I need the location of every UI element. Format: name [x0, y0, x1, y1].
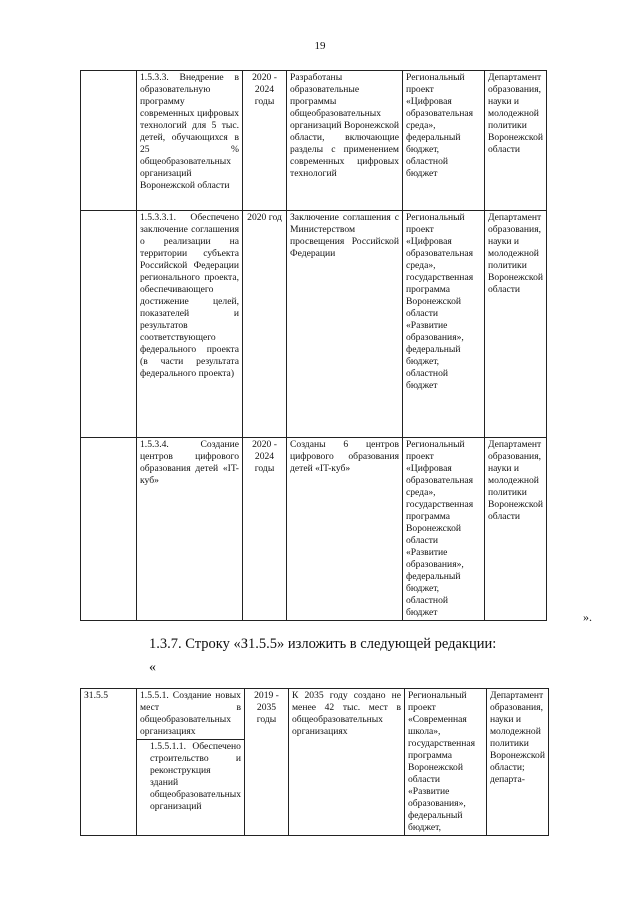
opening-quote: «	[149, 660, 156, 675]
subtask-text: 1.5.5.1.1. Обеспечено строительство и реконструкция зданий общеобразовательных организаций	[137, 739, 244, 813]
source-cell: Региональный проект «Цифровая образовательная среда», федеральный бюджет, областной бюджет	[403, 71, 485, 211]
period-cell: 2020 - 2024 годы	[243, 438, 287, 621]
period-cell: 2020 - 2024 годы	[243, 71, 287, 211]
responsible-cell: Департамент образования, науки и молодежной политики Воронежской области; департа-	[486, 689, 548, 836]
source-cell: Региональный проект «Цифровая образовательная среда», государственная программа Воронежской области «Развитие образования», федеральный бюджет, областной бюджет	[403, 211, 485, 438]
task-text: 1.5.5.1. Создание новых мест в общеобразовательных организациях	[140, 690, 241, 737]
replacement-table	[80, 688, 549, 836]
period-cell: 2020 год	[243, 211, 287, 438]
table-row	[81, 438, 547, 621]
task-cell: 1.5.3.4. Создание центров цифрового образования детей «IT-куб»	[137, 438, 243, 621]
code-cell: З1.5.5	[81, 689, 137, 836]
period-cell: 2019 - 2035 годы	[244, 689, 288, 836]
task-cell: 1.5.3.3. Внедрение в образовательную программу современных цифровых технологий для 5 тыс. детей, обучающихся в 25 % общеобразовательных организаций Воронежской области	[137, 71, 243, 211]
result-cell: Созданы 6 центров цифрового образования детей «IT-куб»	[287, 438, 403, 621]
responsible-cell: Департамент образования, науки и молодежной политики Воронежской области	[485, 71, 547, 211]
source-cell: Региональный проект «Цифровая образовательная среда», государственная программа Воронежской области «Развитие образования», федеральный бюджет, областной бюджет	[403, 438, 485, 621]
page-number: 19	[314, 40, 326, 52]
table-row	[81, 689, 549, 836]
result-cell: Заключение соглашения с Министерством просвещения Российской Федерации	[287, 211, 403, 438]
code-cell	[81, 71, 137, 211]
measures-table	[80, 70, 547, 621]
task-cell	[137, 689, 245, 836]
closing-quote: ».	[583, 610, 592, 624]
responsible-cell: Департамент образования, науки и молодежной политики Воронежской области	[485, 438, 547, 621]
table-row	[81, 211, 547, 438]
code-cell	[81, 211, 137, 438]
table-row	[81, 71, 547, 211]
result-cell: Разработаны образовательные программы общеобразовательных организаций Воронежской области, включающие разделы с применением современных цифровых технологий	[287, 71, 403, 211]
source-cell: Региональный проект «Современная школа», государственная программа Воронежской области «Развитие образования», федеральный бюджет,	[404, 689, 486, 836]
result-cell: К 2035 году создано не менее 42 тыс. мест в общеобразовательных организациях	[288, 689, 404, 836]
code-cell	[81, 438, 137, 621]
responsible-cell: Департамент образования, науки и молодежной политики Воронежской области	[485, 211, 547, 438]
amendment-instruction: 1.3.7. Строку «З1.5.5» изложить в следующей редакции:	[149, 636, 497, 652]
task-cell: 1.5.3.3.1. Обеспечено заключение соглашения о реализации на территории субъекта Российской Федерации регионального проекта, обеспечивающего достижение целей, показателей и результатов соответствующего федерального проекта (в части результата федерального проекта)	[137, 211, 243, 438]
